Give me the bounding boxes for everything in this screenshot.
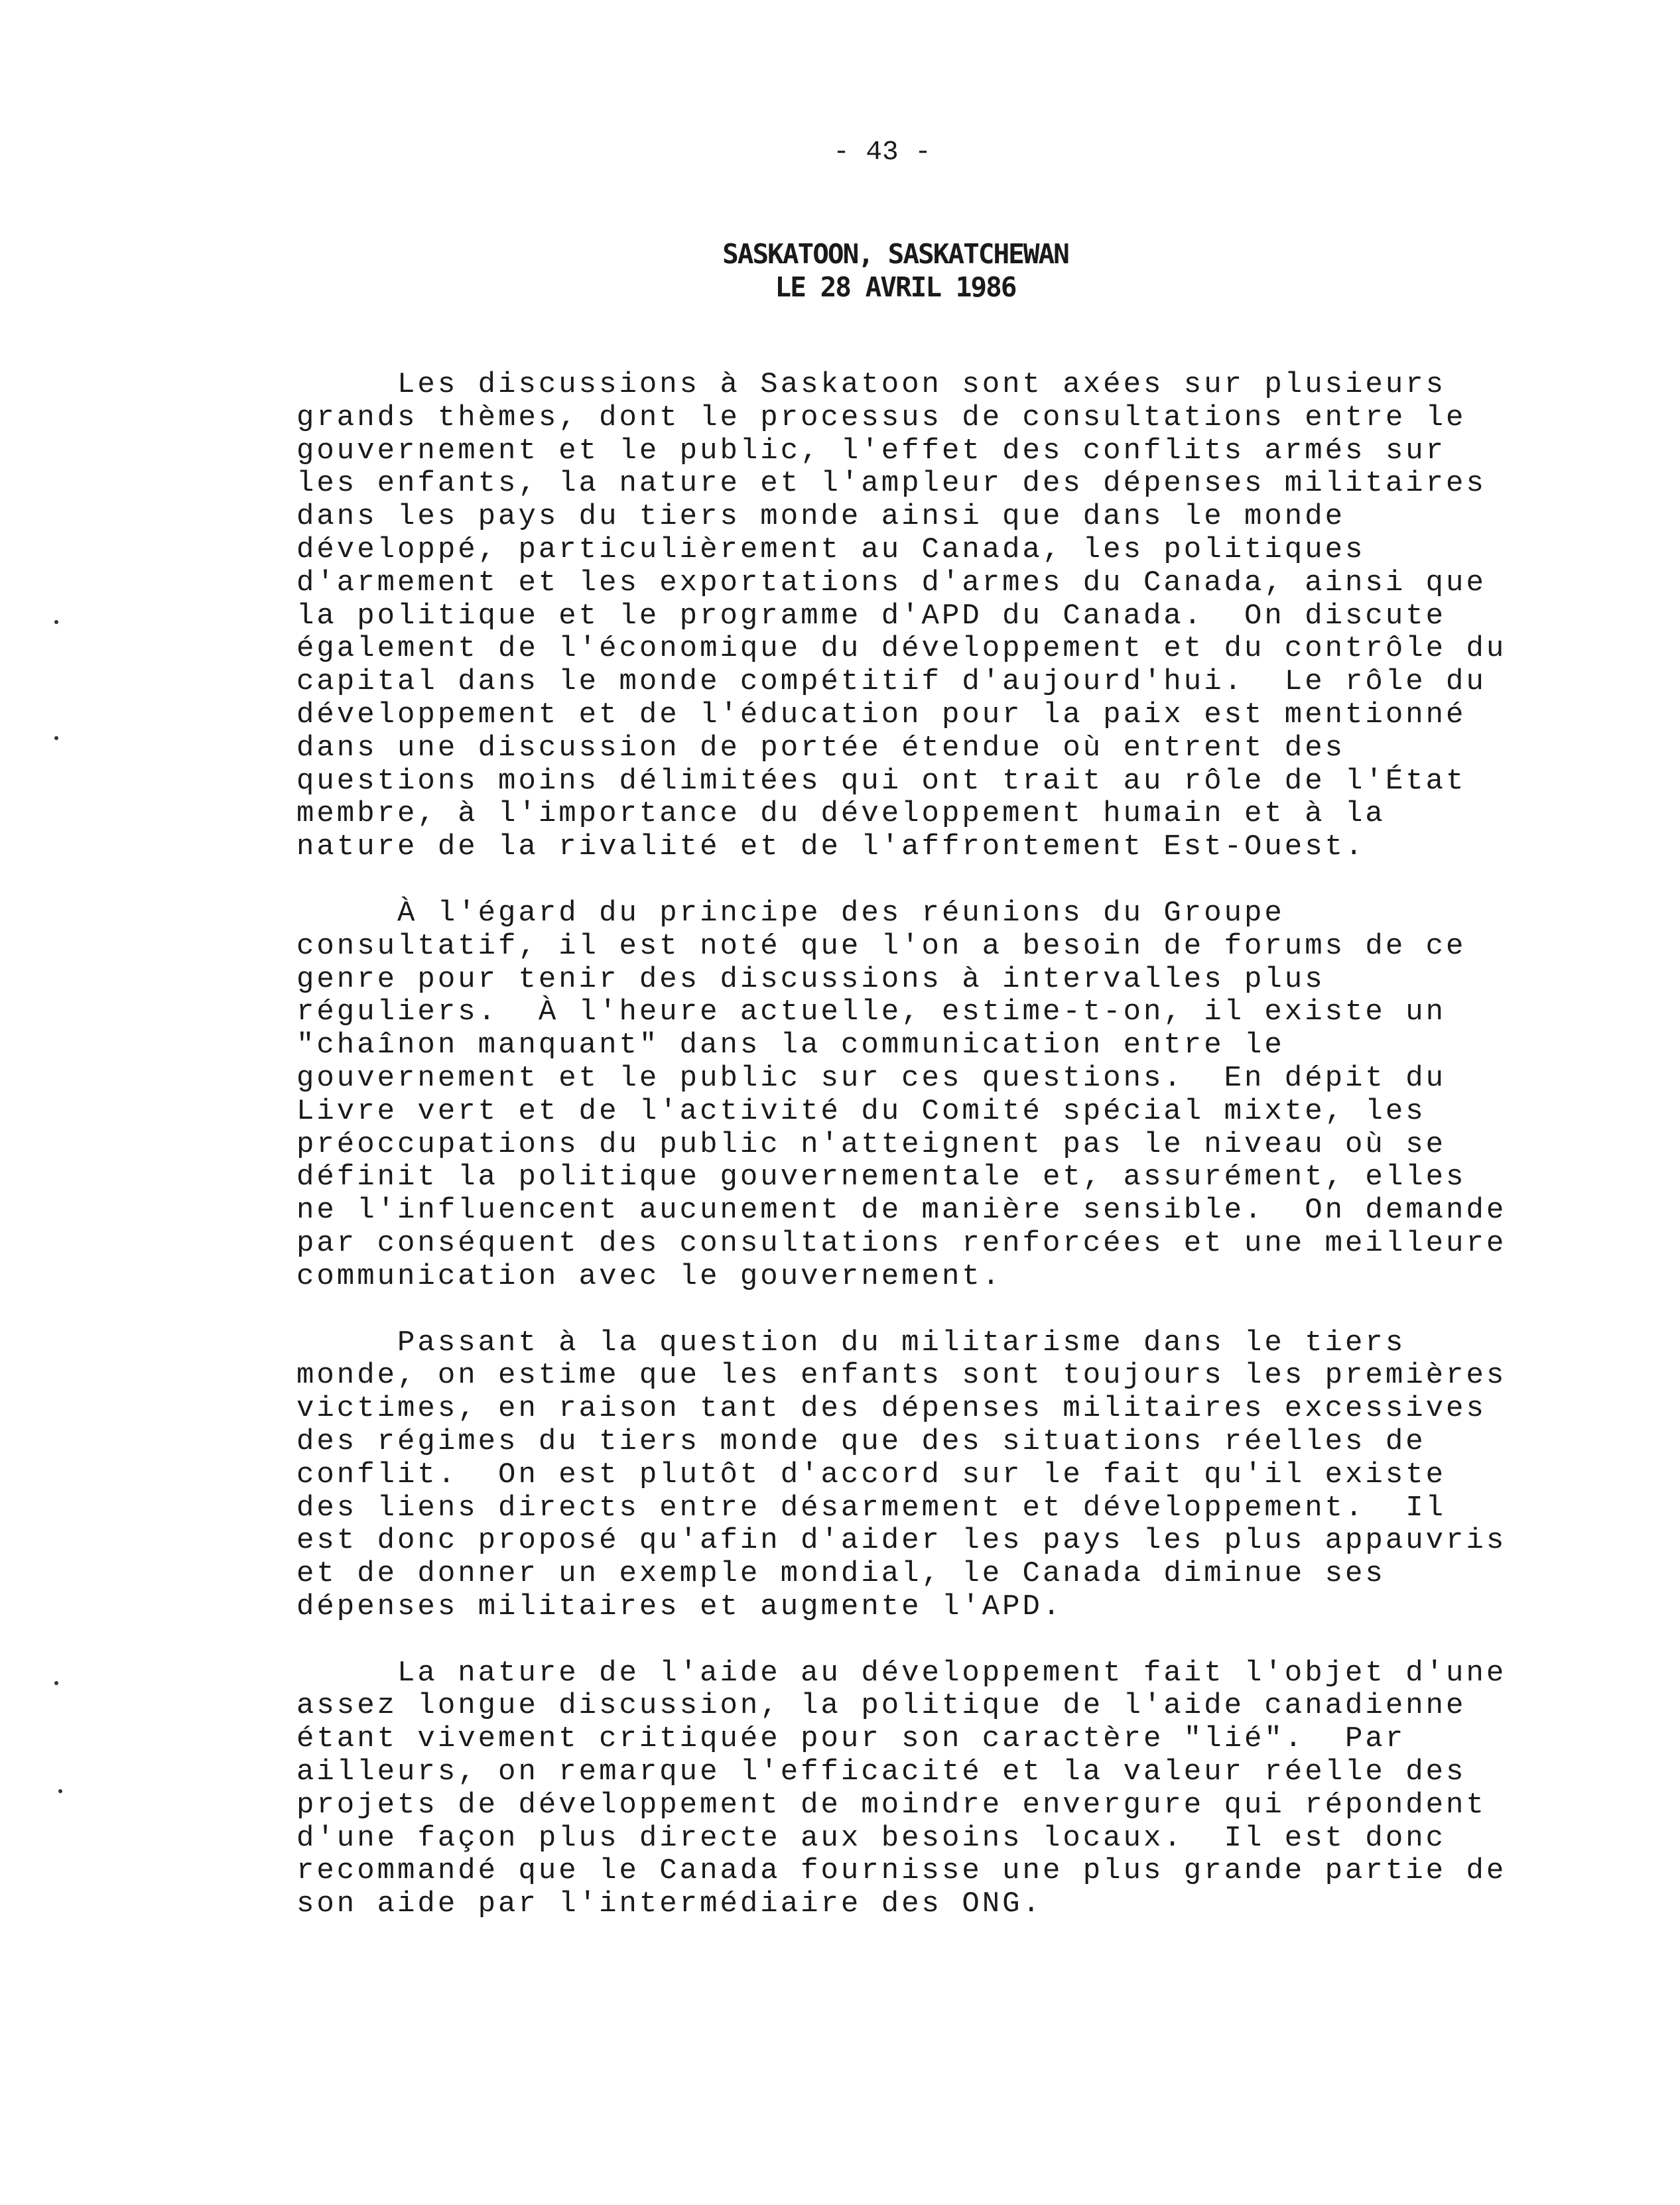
text-line: des régimes du tiers monde que des situations réelles de <box>296 1424 1426 1458</box>
text-line: communication avec le gouvernement. <box>296 1259 1003 1293</box>
text-line: d'une façon plus directe aux besoins locaux. Il est donc <box>296 1821 1447 1855</box>
text-line: les enfants, la nature et l'ampleur des dépenses militaires <box>296 467 1486 501</box>
section-heading <box>597 237 1194 304</box>
paragraph <box>296 896 1507 1294</box>
text-line: définit la politique gouvernementale et, assurément, elles <box>296 1161 1466 1194</box>
text-line: Passant à la question du militarisme dans le tiers <box>296 1326 1406 1359</box>
text-line: Les discussions à Saskatoon sont axées sur plusieurs <box>296 368 1447 401</box>
text-line: préoccupations du public n'atteignent pas le niveau où se <box>296 1127 1447 1161</box>
text-line: étant vivement critiquée pour son caractère "lié". Par <box>296 1722 1406 1756</box>
paragraph <box>296 1326 1507 1624</box>
paragraph <box>296 1656 1507 1921</box>
paragraph <box>296 368 1507 864</box>
text-line: dans les pays du tiers monde ainsi que dans le monde <box>296 500 1346 534</box>
text-line: dépenses militaires et augmente l'APD. <box>296 1590 1063 1623</box>
text-line: également de l'économique du développement et du contrôle du <box>296 632 1507 666</box>
text-line: ne l'influencent aucunement de manière sensible. On demande <box>296 1194 1507 1228</box>
text-line: son aide par l'intermédiaire des ONG. <box>296 1887 1043 1921</box>
text-line: par conséquent des consultations renforcées et une meilleure <box>296 1226 1507 1260</box>
text-line: nature de la rivalité et de l'affrontement Est-Ouest. <box>296 830 1366 864</box>
body-text <box>296 368 1507 1954</box>
text-line: conflit. On est plutôt d'accord sur le fait qu'il existe <box>296 1458 1447 1491</box>
text-line: genre pour tenir des discussions à intervalles plus <box>296 962 1325 996</box>
text-line: projets de développement de moindre envergure qui répondent <box>296 1788 1486 1822</box>
text-line: "chaînon manquant" dans la communication entre le <box>296 1029 1285 1062</box>
text-line: d'armement et les exportations d'armes du Canada, ainsi que <box>296 566 1486 599</box>
text-line: monde, on estime que les enfants sont toujours les premières <box>296 1359 1507 1393</box>
text-line: des liens directs entre désarmement et développement. Il <box>296 1491 1447 1525</box>
text-line: consultatif, il est noté que l'on a besoin de forums de ce <box>296 929 1466 963</box>
text-line: réguliers. À l'heure actuelle, estime-t-on, il existe un <box>296 995 1447 1029</box>
text-line: questions moins délimitées qui ont trait au rôle de l'État <box>296 764 1466 798</box>
text-line: victimes, en raison tant des dépenses militaires excessives <box>296 1392 1486 1426</box>
text-line: À l'égard du principe des réunions du Groupe <box>296 896 1285 930</box>
text-line: gouvernement et le public sur ces questions. En dépit du <box>296 1061 1447 1095</box>
page-number: - 43 - <box>833 137 931 168</box>
text-line: développé, particulièrement au Canada, les politiques <box>296 533 1366 566</box>
text-line: ailleurs, on remarque l'efficacité et la valeur réelle des <box>296 1755 1466 1789</box>
text-line: Livre vert et de l'activité du Comité spécial mixte, les <box>296 1094 1426 1128</box>
text-line: La nature de l'aide au développement fait l'objet d'une <box>296 1656 1507 1690</box>
heading-location: SASKATOON, SASKATCHEWAN <box>722 238 1068 270</box>
text-line: et de donner un exemple mondial, le Canada diminue ses <box>296 1557 1386 1591</box>
text-line: recommandé que le Canada fournisse une plus grande partie de <box>296 1854 1507 1888</box>
text-line: la politique et le programme d'APD du Canada. On discute <box>296 599 1447 633</box>
heading-date: LE 28 AVRIL 1986 <box>775 271 1016 303</box>
text-line: membre, à l'importance du développement humain et à la <box>296 797 1386 831</box>
text-line: développement et de l'éducation pour la paix est mentionné <box>296 698 1466 731</box>
text-line: dans une discussion de portée étendue où entrent des <box>296 731 1346 765</box>
text-line: assez longue discussion, la politique de l'aide canadienne <box>296 1689 1466 1723</box>
text-line: est donc proposé qu'afin d'aider les pays les plus appauvris <box>296 1524 1507 1558</box>
text-line: capital dans le monde compétitif d'aujourd'hui. Le rôle du <box>296 665 1486 699</box>
text-line: gouvernement et le public, l'effet des conflits armés sur <box>296 434 1447 468</box>
text-line: grands thèmes, dont le processus de consultations entre le <box>296 401 1466 434</box>
